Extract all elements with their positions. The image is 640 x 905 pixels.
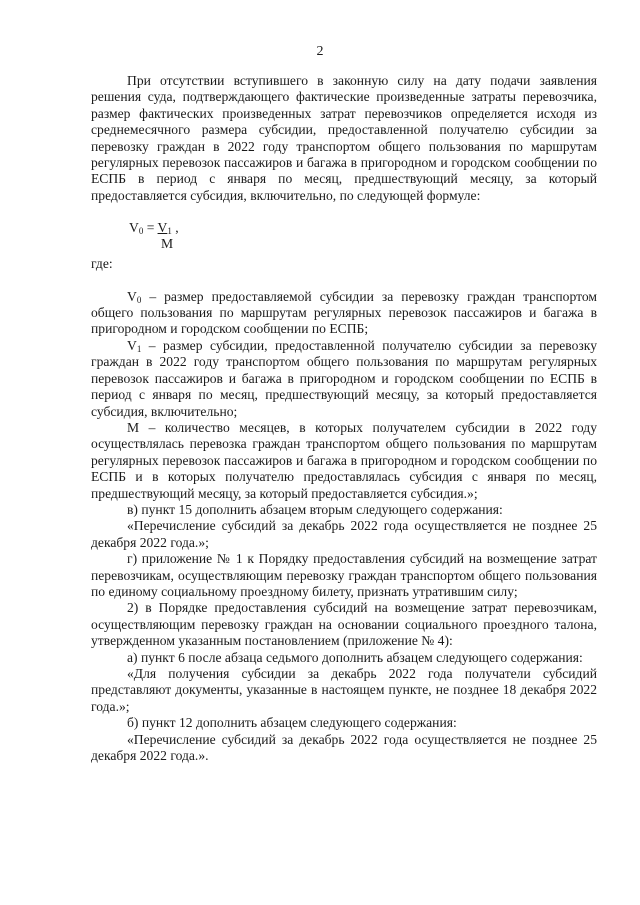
item-b: б) пункт 12 дополнить абзацем следующего содержания: bbox=[127, 715, 457, 731]
item-2: 2) в Порядке предоставления субсидий на возмещение затрат перевозчикам, осуществляющим перевозку граждан на основании социального проездного талона, утвержденном указанным постановлением (приложение № 4): bbox=[91, 600, 597, 649]
definition-v1 bbox=[91, 338, 597, 420]
page-number: 2 bbox=[316, 44, 324, 59]
def-v0-symbol: V bbox=[127, 288, 137, 304]
formula-v1-symbol: V bbox=[157, 220, 168, 236]
formula-denominator: М bbox=[161, 236, 174, 252]
def-v1-subscript: 1 bbox=[136, 343, 142, 354]
def-v1-symbol: V bbox=[127, 337, 137, 353]
subsidy-formula bbox=[129, 220, 597, 256]
quote-b: «Перечисление субсидий за декабрь 2022 года осуществляется не позднее 25 декабря 2022 года.». bbox=[91, 731, 597, 764]
def-v0-text: – размер предоставляемой субсидии за перевозку граждан транспортом общего пользования по маршрутам регулярных перевозок пассажиров и багажа в пригородном и городском сообщении по ЕСПБ; bbox=[91, 288, 597, 337]
definition-m: М – количество месяцев, в которых получателем субсидии в 2022 году осуществлялась перевозка граждан транспортом общего пользования по маршрутам регулярных перевозок пассажиров и багажа в пригородном и городском сообщении по ЕСПБ и в которых получателю предоставлялась субсидия с января по месяц, предшествующий месяцу, за который предоставляется субсидия.»; bbox=[91, 419, 597, 501]
formula-comma: , bbox=[171, 220, 179, 236]
def-v1-text: – размер субсидии, предоставленной получателю субсидии за перевозку граждан в 2022 году транспортом общего пользования по маршрутам регулярных перевозок пассажиров и багажа в пригородном и городском сообщении по ЕСПБ в период с января по месяц, предшествующий месяцу, за который предоставляется субсидия, включительно; bbox=[91, 337, 597, 419]
where-label: где: bbox=[91, 256, 113, 272]
document-body bbox=[91, 73, 597, 764]
quote-v: «Перечисление субсидий за декабрь 2022 года осуществляется не позднее 25 декабря 2022 года.»; bbox=[91, 518, 597, 550]
quote-a: «Для получения субсидии за декабрь 2022 года получатели субсидий представляют документы, указанные в настоящем пункте, не позднее 18 декабря 2022 года.»; bbox=[91, 666, 597, 714]
item-v: в) пункт 15 дополнить абзацем вторым следующего содержания: bbox=[127, 501, 503, 517]
formula-v0-subscript: 0 bbox=[138, 226, 144, 237]
item-a: а) пункт 6 после абзаца седьмого дополнить абзацем следующего содержания: bbox=[127, 649, 583, 665]
formula-v1-subscript: 1 bbox=[167, 226, 172, 237]
formula-equals: = bbox=[143, 220, 158, 236]
item-g: г) приложение № 1 к Порядку предоставления субсидий на возмещение затрат перевозчикам, осуществляющим перевозку граждан транспортом общего пользования по единому социальному проездному билету, признать утратившим силу; bbox=[91, 551, 597, 599]
formula-numerator bbox=[158, 220, 172, 235]
definition-v0 bbox=[91, 289, 597, 338]
formula-v0-symbol: V bbox=[129, 220, 139, 236]
paragraph-no-court-decision: При отсутствии вступившего в законную силу на дату подачи заявления решения суда, подтверждающего фактические произведенные затраты перевозчика, размер фактических произведенных затрат перевозчиков определяется исходя из среднемесячного размера субсидии, предоставленной получателю субсидии за перевозку граждан в 2022 году транспортом общего пользования по маршрутам регулярных перевозок пассажиров и багажа в пригородном и городском сообщении по ЕСПБ в период с января по месяц, предшествующий месяцу, за который предоставляется субсидия, включительно, по следующей формуле: bbox=[91, 73, 597, 203]
def-v0-subscript: 0 bbox=[136, 294, 142, 305]
